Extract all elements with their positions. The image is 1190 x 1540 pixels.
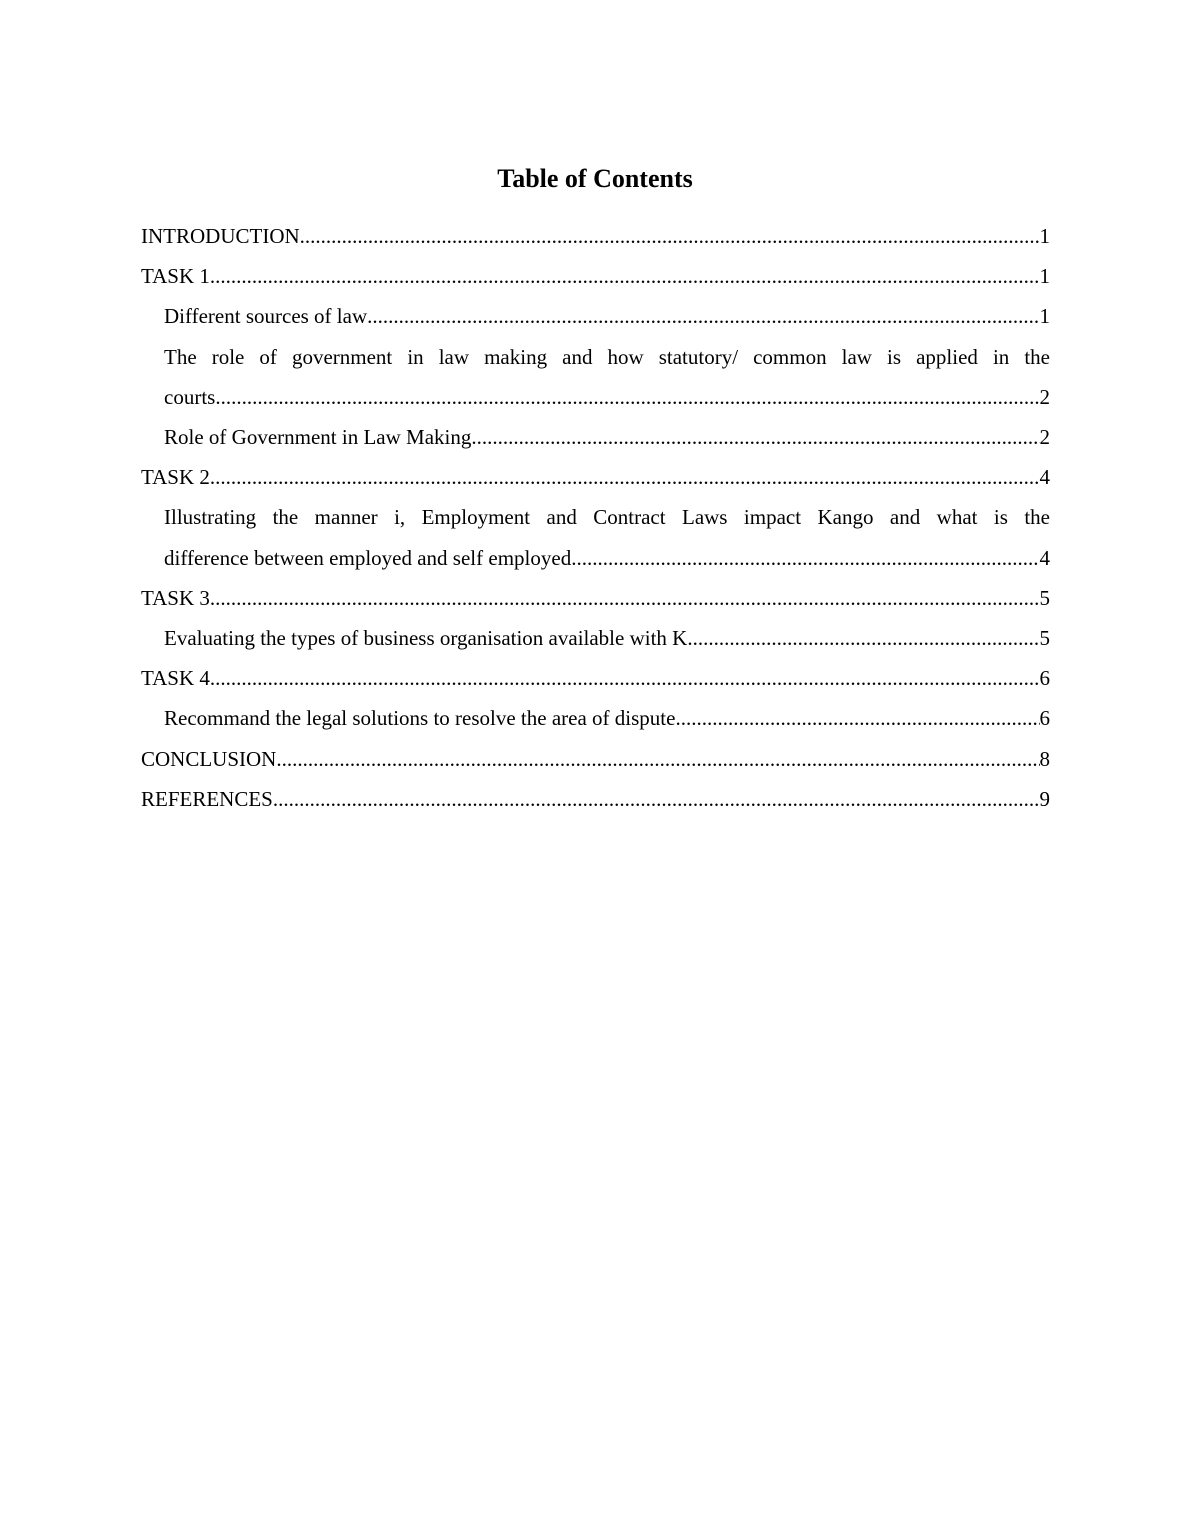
dot-leader	[687, 618, 1039, 658]
dot-leader	[367, 296, 1039, 336]
toc-entry-text: TASK 2	[141, 465, 210, 490]
toc-page-number: 2	[1039, 425, 1050, 450]
toc-entry-role-of-government-courts[interactable]	[141, 337, 1050, 417]
dot-leader	[210, 578, 1040, 618]
dot-leader	[300, 216, 1040, 256]
dot-leader	[210, 457, 1040, 497]
toc-entry-text: TASK 4	[141, 666, 210, 691]
toc-page-number: 8	[1039, 746, 1050, 771]
dot-leader	[571, 538, 1039, 578]
toc-entry-text-line-1: Illustrating the manner i, Employment and Contract Laws impact Kango and what is the	[164, 505, 1050, 530]
toc-page-number: 5	[1039, 585, 1050, 610]
toc-entry-text: TASK 3	[141, 585, 210, 610]
toc-page-number: 5	[1039, 626, 1050, 651]
dot-leader	[276, 739, 1039, 779]
toc-page-number: 1	[1039, 264, 1050, 289]
dot-leader	[210, 256, 1040, 296]
toc-entry-text: Role of Government in Law Making	[164, 425, 472, 450]
toc-entry-task-2[interactable]	[141, 457, 1050, 497]
toc-entry-text-line-2: courts	[164, 384, 216, 409]
toc-entry-role-of-government-in-law-making[interactable]	[141, 417, 1050, 457]
toc-page-number: 9	[1039, 786, 1050, 811]
toc-page-number: 6	[1039, 706, 1050, 731]
toc-entry-text: Evaluating the types of business organisation available with K	[164, 626, 688, 651]
dot-leader	[210, 658, 1040, 698]
toc-page-number: 2	[1039, 384, 1050, 409]
toc-entry-types-of-business-organisation[interactable]	[141, 618, 1050, 658]
toc-entry-text: REFERENCES	[141, 786, 273, 811]
toc-entry-task-1[interactable]	[141, 256, 1050, 296]
toc-entry-text: Recommand the legal solutions to resolve the area of dispute	[164, 706, 676, 731]
toc-entry-different-sources-of-law[interactable]	[141, 296, 1050, 336]
toc-entry-employment-contract-laws[interactable]	[141, 497, 1050, 577]
toc-entry-introduction[interactable]	[141, 216, 1050, 256]
toc-entry-references[interactable]	[141, 779, 1050, 819]
toc-list	[141, 216, 1050, 819]
toc-page-number: 1	[1039, 304, 1050, 329]
toc-entry-text: INTRODUCTION	[141, 224, 300, 248]
dot-leader	[273, 779, 1040, 819]
toc-page-number: 1	[1039, 224, 1050, 248]
dot-leader	[215, 377, 1039, 417]
toc-entry-last-line	[164, 538, 1050, 578]
toc-entry-text: CONCLUSION	[141, 746, 277, 771]
toc-entry-text: TASK 1	[141, 264, 210, 289]
toc-entry-text-line-2: difference between employed and self employed	[164, 545, 572, 570]
toc-page-number: 4	[1039, 545, 1050, 570]
toc-title: Table of Contents	[497, 164, 693, 193]
toc-entry-last-line	[164, 377, 1050, 417]
toc-entry-text: Different sources of law	[164, 304, 368, 329]
toc-entry-task-3[interactable]	[141, 578, 1050, 618]
toc-entry-conclusion[interactable]	[141, 739, 1050, 779]
toc-entry-text-line-1: The role of government in law making and how statutory/ common law is applied in the	[164, 344, 1050, 369]
dot-leader	[675, 698, 1039, 738]
toc-entry-task-4[interactable]	[141, 658, 1050, 698]
toc-entry-legal-solutions[interactable]	[141, 698, 1050, 738]
dot-leader	[471, 417, 1039, 457]
toc-page-number: 6	[1039, 666, 1050, 691]
toc-page-number: 4	[1039, 465, 1050, 490]
